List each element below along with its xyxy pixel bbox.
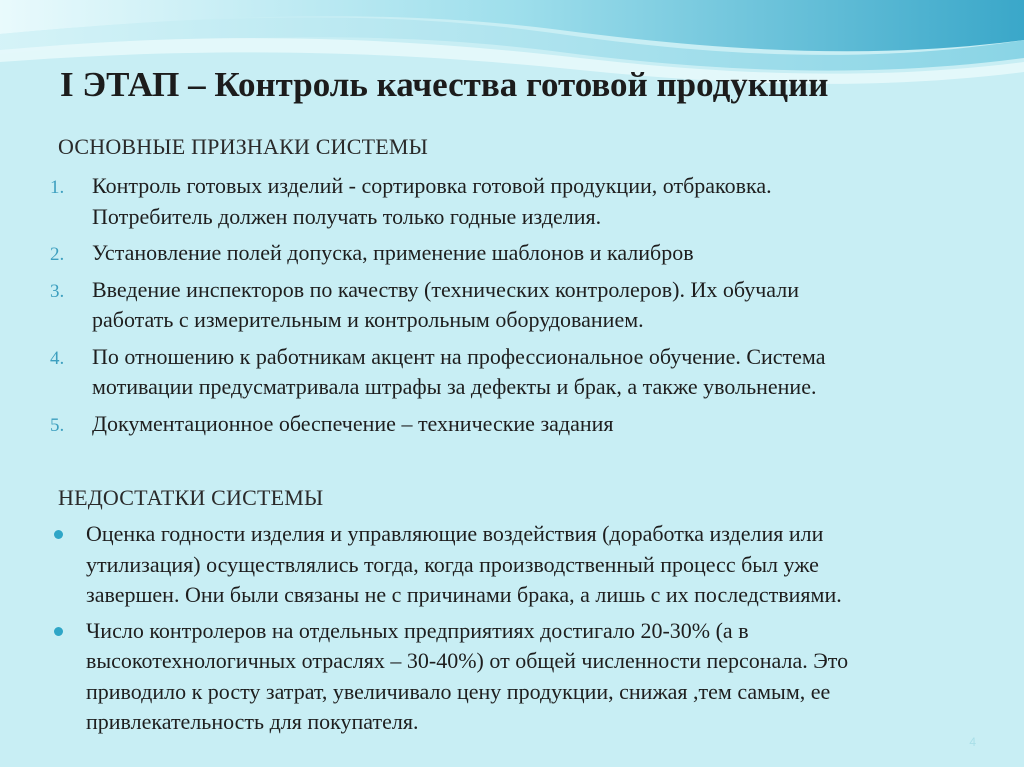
list-item-text-line: Потребитель должен получать только годные изделия. bbox=[92, 203, 602, 229]
list-item-text-line: завершен. Они были связаны не с причинами брака, а лишь с их последствиями. bbox=[86, 582, 842, 607]
slide-title: I ЭТАП – Контроль качества готовой продукции bbox=[60, 65, 829, 104]
section-heading-features: ОСНОВНЫЕ ПРИЗНАКИ СИСТЕМЫ bbox=[58, 134, 429, 159]
bullet-dot-icon bbox=[54, 530, 63, 539]
list-item-text-line: утилизация) осуществлялись тогда, когда производственный процесс был уже bbox=[86, 551, 819, 577]
numbered-list-item bbox=[50, 238, 1000, 269]
list-item-text-line: высокотехнологичных отраслях – 30-40%) от общей численности персонала. Это bbox=[86, 648, 849, 673]
numbered-list-item bbox=[50, 275, 1000, 336]
list-item-text-line: привлекательность для покупателя. bbox=[86, 709, 419, 734]
numbered-list bbox=[50, 171, 1000, 445]
list-item-text-line: Контроль готовых изделий - сортировка готовой продукции, отбраковка. bbox=[92, 173, 772, 198]
list-item-text-line: Установление полей допуска, применение шаблонов и калибров bbox=[92, 240, 694, 265]
list-number: 1. bbox=[50, 177, 65, 198]
list-item-text-line: Оценка годности изделия и управляющие воздействия (доработка изделия или bbox=[86, 521, 824, 546]
section-heading-drawbacks: НЕДОСТАТКИ СИСТЕМЫ bbox=[58, 485, 324, 510]
list-number: 2. bbox=[50, 244, 65, 265]
numbered-list-item bbox=[50, 409, 1000, 440]
list-item-text-line: По отношению к работникам акцент на профессиональное обучение. Система bbox=[92, 343, 826, 369]
bullet-list bbox=[50, 519, 1000, 743]
list-item-text-line: мотивации предусматривала штрафы за дефекты и брак, а также увольнение. bbox=[92, 374, 817, 399]
list-item-text-line: Число контролеров на отдельных предприятиях достигало 20-30% (а в bbox=[86, 617, 749, 643]
bullet-list-item bbox=[50, 616, 1000, 738]
list-item-text-line: работать с измерительным и контрольным оборудованием. bbox=[92, 307, 644, 332]
bullet-list-item bbox=[50, 519, 1000, 611]
page-number: 4 bbox=[969, 735, 976, 749]
list-item-text-line: приводило к росту затрат, увеличивало цену продукции, снижая ,тем самым, ее bbox=[86, 678, 831, 704]
list-number: 4. bbox=[50, 347, 65, 369]
list-number: 5. bbox=[50, 414, 65, 436]
list-item-text-line: Документационное обеспечение – технические задания bbox=[92, 410, 614, 436]
numbered-list-item bbox=[50, 342, 1000, 403]
numbered-list-item bbox=[50, 171, 1000, 232]
bullet-dot-icon bbox=[54, 627, 63, 636]
list-number: 3. bbox=[50, 280, 65, 302]
list-item-text-line: Введение инспекторов по качеству (технических контролеров). Их обучали bbox=[92, 276, 800, 302]
